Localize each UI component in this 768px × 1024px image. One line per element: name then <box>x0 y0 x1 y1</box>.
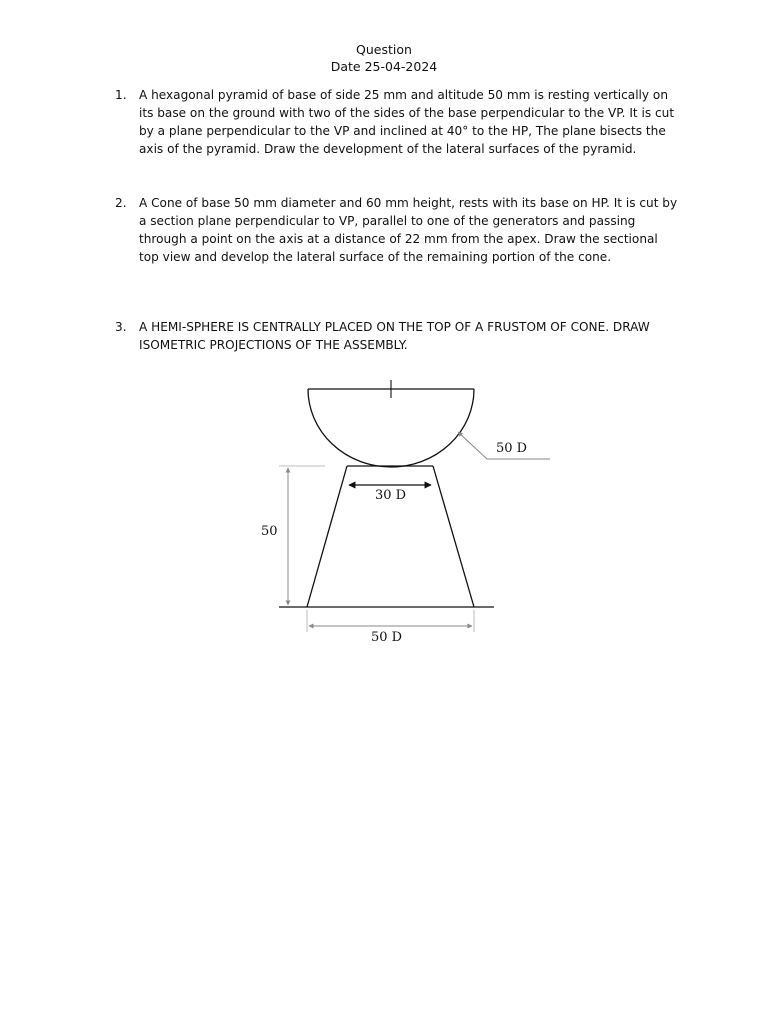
document-header <box>0 41 768 75</box>
header-title: Question <box>356 42 412 57</box>
question-number: 3. <box>115 320 127 334</box>
frustum-shape <box>279 466 494 607</box>
question-number: 1. <box>115 88 127 102</box>
question-text: A HEMI-SPHERE IS CENTRALLY PLACED ON THE TOP OF A FRUSTOM OF CONE. DRAW ISOMETRIC PROJECTIONS OF THE ASSEMBLY. <box>139 320 650 352</box>
question-number: 2. <box>115 196 127 210</box>
question-text: A hexagonal pyramid of base of side 25 mm and altitude 50 mm is resting vertically on its base on the ground with two of the sides of the base perpendicular to the VP. It is cut by a plane perpendicular to the VP and inclined at 40° to the HP, The plane bisects the axis of the pyramid. Draw the development of the lateral surfaces of the pyramid. <box>139 88 675 156</box>
header-date: Date 25-04-2024 <box>330 59 438 74</box>
extension-lines <box>279 466 474 632</box>
top-diameter-label: 30 D <box>375 488 407 503</box>
height-label: 50 <box>261 524 278 539</box>
hemisphere-label: 50 D <box>496 441 528 456</box>
hemisphere-leader <box>458 432 550 459</box>
question-text: A Cone of base 50 mm diameter and 60 mm height, rests with its base on HP. It is cut by a section plane perpendicular to VP, parallel to one of the generators and passing through a point on the axis at a distance of 22 mm from the apex. Draw the sectional top view and develop the lateral surface of the remaining portion of the cone. <box>139 196 678 264</box>
base-diameter-label: 50 D <box>371 630 403 645</box>
hemisphere-shape <box>308 380 474 467</box>
